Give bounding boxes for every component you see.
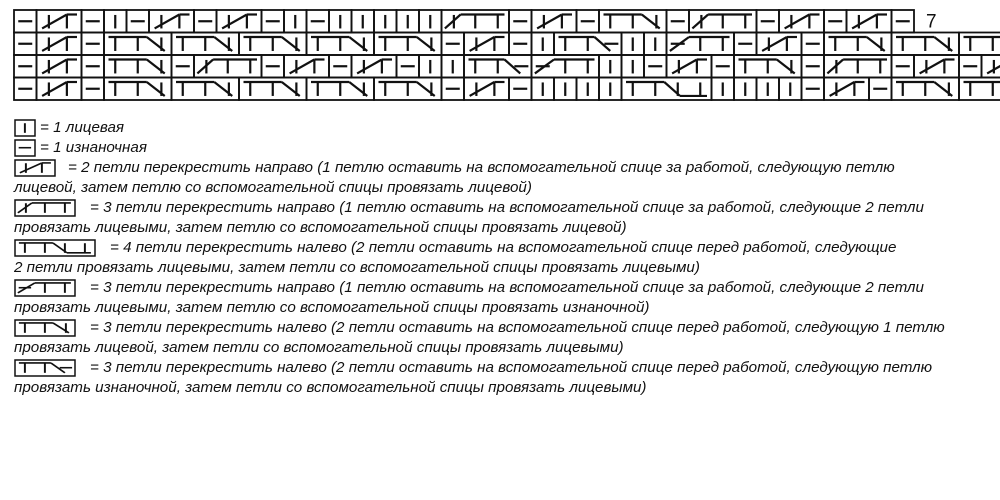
purl-symbol xyxy=(14,33,37,56)
purl-symbol xyxy=(757,10,780,33)
knit-symbol xyxy=(577,78,600,101)
knitting-chart xyxy=(0,0,1000,115)
purl-symbol xyxy=(127,10,150,33)
cross-right-2-symbol xyxy=(532,10,577,33)
cross-right-3-symbol xyxy=(14,199,80,217)
legend-text: = 2 петли перекрестить направо (1 петлю оставить на вспомогательной спице за работой, следующую петлю xyxy=(68,159,895,176)
knit-symbol xyxy=(14,119,36,137)
purl-symbol xyxy=(82,10,105,33)
legend-text: = 1 лицевая xyxy=(40,119,125,136)
purl-symbol xyxy=(824,10,847,33)
knit-symbol xyxy=(104,10,127,33)
cross-right-2-symbol xyxy=(779,10,824,33)
cross-left-3-symbol xyxy=(172,78,240,101)
legend-item-cross-left-3 xyxy=(14,318,989,358)
purl-symbol xyxy=(892,55,915,78)
purl-symbol xyxy=(869,78,892,101)
legend-text-cont: провязать лицевой, затем петли со вспомогательной спицы провязать лицевыми) xyxy=(14,339,624,356)
legend-text: = 3 петли перекрестить налево (2 петли оставить на вспомогательной спице перед работой, следующую петлю xyxy=(90,359,933,376)
cross-right-3-symbol xyxy=(689,10,757,33)
cross-right-3-symbol xyxy=(194,55,262,78)
purl-symbol xyxy=(329,55,352,78)
cross-left-3-symbol xyxy=(734,55,802,78)
purl-symbol xyxy=(509,78,532,101)
purl-symbol xyxy=(892,10,915,33)
legend-text-cont: провязать лицевыми, затем петлю со вспомогательной спицы провязать лицевой) xyxy=(14,219,627,236)
knit-symbol xyxy=(374,10,397,33)
purl-symbol xyxy=(14,55,37,78)
knit-symbol xyxy=(397,10,420,33)
chart-row xyxy=(14,10,914,33)
cross-right-2-symbol xyxy=(37,78,82,101)
cross-left-3-purl-symbol xyxy=(464,55,532,78)
cross-left-3-symbol xyxy=(374,78,442,101)
knit-symbol xyxy=(599,55,622,78)
knit-symbol xyxy=(554,78,577,101)
legend-text: = 3 петли перекрестить налево (2 петли оставить на вспомогательной спице перед работой, следующую 1 петлю xyxy=(90,319,945,336)
cross-right-2-symbol xyxy=(464,33,509,56)
cross-right-2-symbol xyxy=(824,78,869,101)
cross-left-4-symbol xyxy=(622,78,712,101)
cross-left-3-symbol xyxy=(599,10,667,33)
cross-right-3-symbol xyxy=(824,55,892,78)
cross-left-4-symbol xyxy=(14,239,102,257)
purl-symbol xyxy=(82,33,105,56)
knit-symbol xyxy=(419,55,442,78)
knit-symbol xyxy=(599,78,622,101)
legend-text-cont: 2 петли провязать лицевыми, затем петли со вспомогательной спицы провязать лицевыми) xyxy=(14,259,700,276)
knit-symbol xyxy=(757,78,780,101)
knit-symbol xyxy=(329,10,352,33)
chart-row xyxy=(14,55,1000,78)
purl-symbol xyxy=(397,55,420,78)
knit-symbol xyxy=(622,55,645,78)
cross-right-3-purl-symbol xyxy=(667,33,735,56)
purl-symbol xyxy=(172,55,195,78)
cross-left-3-symbol xyxy=(374,33,442,56)
chart-row xyxy=(14,33,1000,56)
purl-symbol xyxy=(82,55,105,78)
purl-symbol xyxy=(577,10,600,33)
purl-symbol xyxy=(82,78,105,101)
knit-symbol xyxy=(419,10,442,33)
cross-right-2-symbol xyxy=(284,55,329,78)
cross-right-3-purl-symbol xyxy=(532,55,600,78)
purl-symbol xyxy=(509,33,532,56)
purl-symbol xyxy=(14,10,37,33)
cross-left-3-symbol xyxy=(959,78,1000,101)
cross-left-3-symbol xyxy=(824,33,892,56)
legend-text: = 4 петли перекрестить налево (2 петли оставить на вспомогательной спице перед работой, следующие xyxy=(110,239,897,256)
cross-right-2-symbol xyxy=(149,10,194,33)
legend xyxy=(14,118,989,398)
purl-symbol xyxy=(509,10,532,33)
knit-symbol xyxy=(644,33,667,56)
legend-text-cont: провязать изнаночной, затем петли со вспомогательной спицы провязать лицевыми) xyxy=(14,379,647,396)
purl-symbol xyxy=(959,55,982,78)
purl-symbol xyxy=(442,78,465,101)
row-number: 7 xyxy=(926,11,937,33)
knit-symbol xyxy=(734,78,757,101)
purl-symbol xyxy=(712,55,735,78)
cross-left-3-symbol xyxy=(307,78,375,101)
knit-symbol xyxy=(284,10,307,33)
cross-left-3-symbol xyxy=(14,319,80,337)
legend-item-cross-right-3 xyxy=(14,198,989,238)
purl-symbol xyxy=(194,10,217,33)
legend-text-cont: лицевой, затем петлю со вспомогательной спицы провязать лицевой) xyxy=(14,179,532,196)
knit-symbol xyxy=(712,78,735,101)
cross-right-2-symbol xyxy=(217,10,262,33)
legend-text: = 3 петли перекрестить направо (1 петлю оставить на вспомогательной спице за работой, следующие 2 петли xyxy=(90,279,924,296)
purl-symbol xyxy=(307,10,330,33)
cross-left-3-symbol xyxy=(104,78,172,101)
cross-left-3-symbol xyxy=(239,78,307,101)
chart-row xyxy=(14,78,1000,101)
cross-right-2-symbol xyxy=(37,33,82,56)
legend-text-cont: провязать лицевыми, затем петлю со вспомогательной спицы провязать изнаночной) xyxy=(14,299,650,316)
cross-right-2-symbol xyxy=(37,10,82,33)
cross-left-3-purl-symbol xyxy=(554,33,622,56)
cross-left-3-symbol xyxy=(892,78,960,101)
purl-symbol xyxy=(14,78,37,101)
cross-right-3-purl-symbol xyxy=(14,279,80,297)
legend-item-knit xyxy=(14,118,989,138)
legend-text: = 1 изнаночная xyxy=(40,139,147,156)
cross-right-2-symbol xyxy=(847,10,892,33)
purl-symbol xyxy=(262,55,285,78)
purl-symbol xyxy=(802,55,825,78)
purl-symbol xyxy=(262,10,285,33)
purl-symbol xyxy=(442,33,465,56)
cross-right-3-symbol xyxy=(442,10,510,33)
cross-right-2-symbol xyxy=(667,55,712,78)
cross-left-3-symbol xyxy=(104,55,172,78)
cross-left-3-symbol xyxy=(104,33,172,56)
legend-item-cross-right-2 xyxy=(14,158,989,198)
knit-symbol xyxy=(352,10,375,33)
knit-symbol xyxy=(532,78,555,101)
legend-item-cross-left-4 xyxy=(14,238,989,278)
purl-symbol xyxy=(644,55,667,78)
cross-left-3-symbol xyxy=(892,33,960,56)
knit-symbol xyxy=(532,33,555,56)
cross-left-3-symbol xyxy=(959,33,1000,56)
purl-symbol xyxy=(734,33,757,56)
cross-right-2-symbol xyxy=(982,55,1000,78)
cross-right-2-symbol xyxy=(464,78,509,101)
legend-text: = 3 петли перекрестить направо (1 петлю оставить на вспомогательной спице за работой, следующие 2 петли xyxy=(90,199,924,216)
cross-left-3-symbol xyxy=(239,33,307,56)
knit-symbol xyxy=(779,78,802,101)
cross-right-2-symbol xyxy=(37,55,82,78)
knit-symbol xyxy=(442,55,465,78)
cross-left-3-purl-symbol xyxy=(14,359,80,377)
legend-item-cross-left-3-purl xyxy=(14,358,989,398)
cross-right-2-symbol xyxy=(352,55,397,78)
purl-symbol xyxy=(802,78,825,101)
purl-symbol xyxy=(667,10,690,33)
cross-left-3-symbol xyxy=(307,33,375,56)
cross-left-3-symbol xyxy=(172,33,240,56)
cross-right-2-symbol xyxy=(914,55,959,78)
knit-symbol xyxy=(622,33,645,56)
legend-item-cross-right-3-purl xyxy=(14,278,989,318)
purl-symbol xyxy=(14,139,36,157)
purl-symbol xyxy=(802,33,825,56)
cross-right-2-symbol xyxy=(14,159,58,177)
legend-item-purl xyxy=(14,138,989,158)
cross-right-2-symbol xyxy=(757,33,802,56)
